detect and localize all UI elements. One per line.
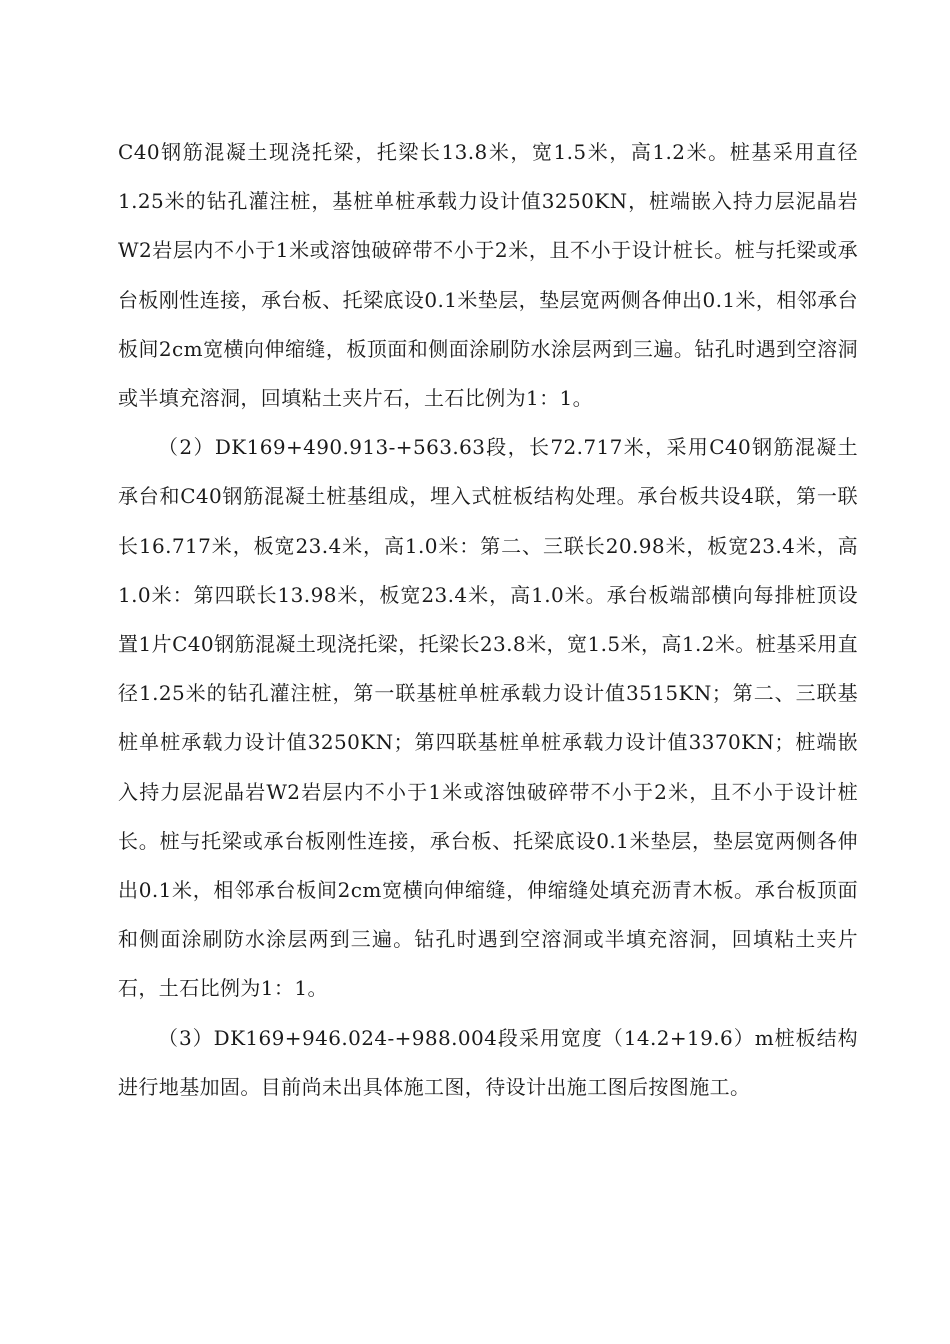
paragraph-section-2: （2）DK169+490.913-+563.63段，长72.717米，采用C40钢筋混凝土承台和C40钢筋混凝土桩基组成，埋入式桩板结构处理。承台板共设4联，第一联长16.717米，板宽23.4米，高1.0米：第二、三联长20.98米，板宽23.4米，高1.0米：第四联长13.98米，板宽23.4米，高1.0米。承台板端部横向每排桩顶设置1片C40钢筋混凝土现浇托梁，托梁长23.8米，宽1.5米，高1.2米。桩基采用直径1.25米的钻孔灌注桩，第一联基桩单桩承载力设计值3515KN；第二、三联基桩单桩承载力设计值3250KN；第四联基桩单桩承载力设计值3370KN；桩端嵌入持力层泥晶岩W2岩层内不小于1米或溶蚀破碎带不小于2米，且不小于设计桩长。桩与托梁或承台板刚性连接，承台板、托梁底设0.1米垫层，垫层宽两侧各伸出0.1米，相邻承台板间2cm宽横向伸缩缝，伸缩缝处填充沥青木板。承台板顶面和侧面涂刷防水涂层两到三遍。钻孔时遇到空溶洞或半填充溶洞，回填粘土夹片石，土石比例为1：1。 (118, 435, 858, 1001)
paragraph-continuation: C40钢筋混凝土现浇托梁，托梁长13.8米，宽1.5米，高1.2米。桩基采用直径1.25米的钻孔灌注桩，基桩单桩承载力设计值3250KN，桩端嵌入持力层泥晶岩W2岩层内不小于1米或溶蚀破碎带不小于2米，且不小于设计桩长。桩与托梁或承台板刚性连接，承台板、托梁底设0.1米垫层，垫层宽两侧各伸出0.1米，相邻承台板间2cm宽横向伸缩缝，板顶面和侧面涂刷防水涂层两到三遍。钻孔时遇到空溶洞或半填充溶洞，回填粘土夹片石，土石比例为1：1。 (118, 140, 858, 411)
body-text (118, 128, 858, 1112)
paragraph-section-3: （3）DK169+946.024-+988.004段采用宽度（14.2+19.6）m桩板结构进行地基加固。目前尚未出具体施工图，待设计出施工图后按图施工。 (118, 1025, 858, 1099)
